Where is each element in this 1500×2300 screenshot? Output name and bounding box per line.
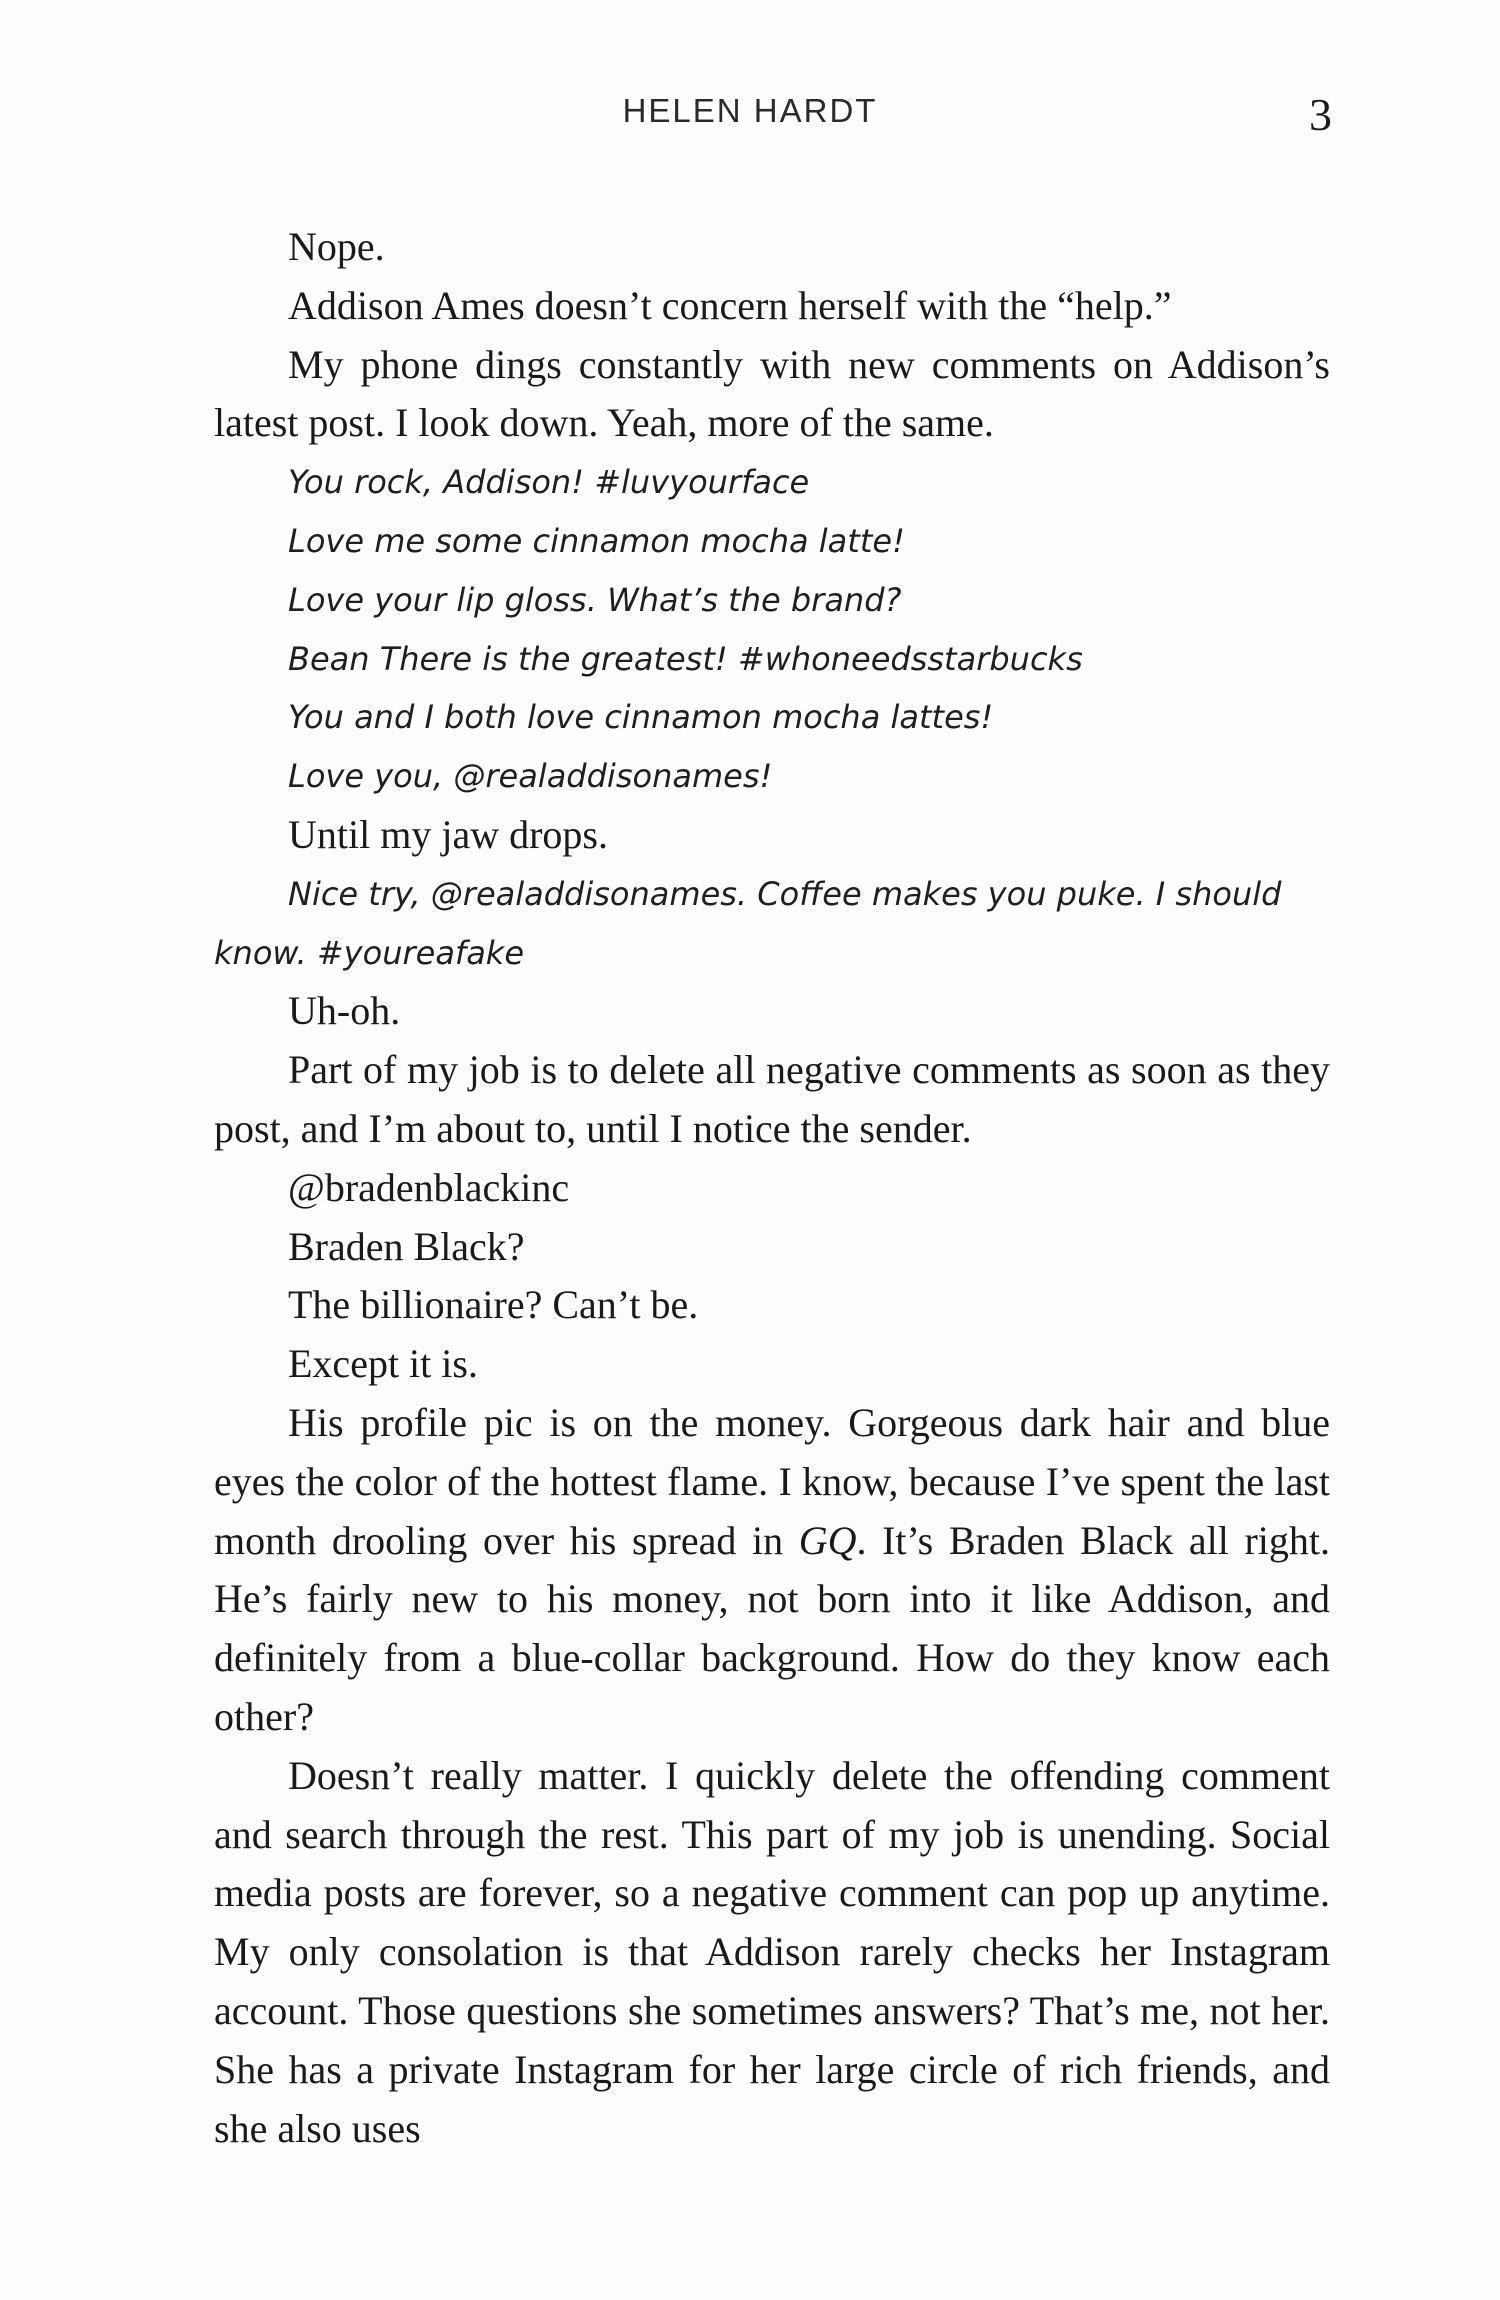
instagram-comment: Love your lip gloss. What’s the brand? <box>288 580 902 619</box>
paragraph: Until my jaw drops. <box>288 811 608 857</box>
instagram-comment: You and I both love cinnamon mocha lattes! <box>288 698 994 737</box>
paragraph-text: . It’s Braden Black all right. He’s fairly new to his money, not born into it like Addison, and definitely from a blue-collar background. How do they know each other? <box>214 1517 1330 1739</box>
instagram-comment: You rock, Addison! #luvyourface <box>288 463 810 502</box>
paragraph: Addison Ames doesn’t concern herself with the “help.” <box>288 282 1172 328</box>
paragraph <box>214 1394 1330 1747</box>
instagram-comment: Nice try, @realaddisonames. Coffee makes you puke. I should know. #youreafake <box>214 874 1282 972</box>
page-header <box>0 89 1500 152</box>
paragraph: My phone dings constantly with new comments on Addison’s latest post. I look down. Yeah, more of the same. <box>214 341 1330 446</box>
paragraph-text: His profile pic is on the money. Gorgeous dark hair and blue eyes the color of the hottest flame. I know, because I’ve spent the last month drooling over his spread in <box>214 1399 1330 1563</box>
magazine-title: GQ <box>798 1517 857 1563</box>
body-text <box>214 218 1330 2158</box>
instagram-comment: Love me some cinnamon mocha latte! <box>288 521 905 560</box>
running-head: HELEN HARDT <box>622 92 878 129</box>
paragraph: Part of my job is to delete all negative comments as soon as they post, and I’m about to, until I notice the sender. <box>214 1047 1330 1151</box>
paragraph: Except it is. <box>288 1341 478 1387</box>
page-number: 3 <box>1309 89 1332 140</box>
paragraph: Braden Black? <box>288 1223 525 1269</box>
paragraph: Nope. <box>288 224 385 269</box>
instagram-comment: Bean There is the greatest! #whoneedsstarbucks <box>288 639 1083 678</box>
paragraph: Uh-oh. <box>288 988 401 1034</box>
instagram-comment: Love you, @realaddisonames! <box>288 757 773 796</box>
paragraph: The billionaire? Can’t be. <box>288 1282 699 1328</box>
paragraph: @bradenblackinc <box>288 1164 570 1210</box>
paragraph: Doesn’t really matter. I quickly delete the offending comment and search through the rest. This part of my job is unending. Social media posts are forever, so a negative comment can pop up anytime. My only consolation is that Addison rarely checks her Instagram account. Those questions she sometimes answers? That’s me, not her. She has a private Instagram for her large circle of rich friends, and she also uses <box>214 1752 1330 2151</box>
